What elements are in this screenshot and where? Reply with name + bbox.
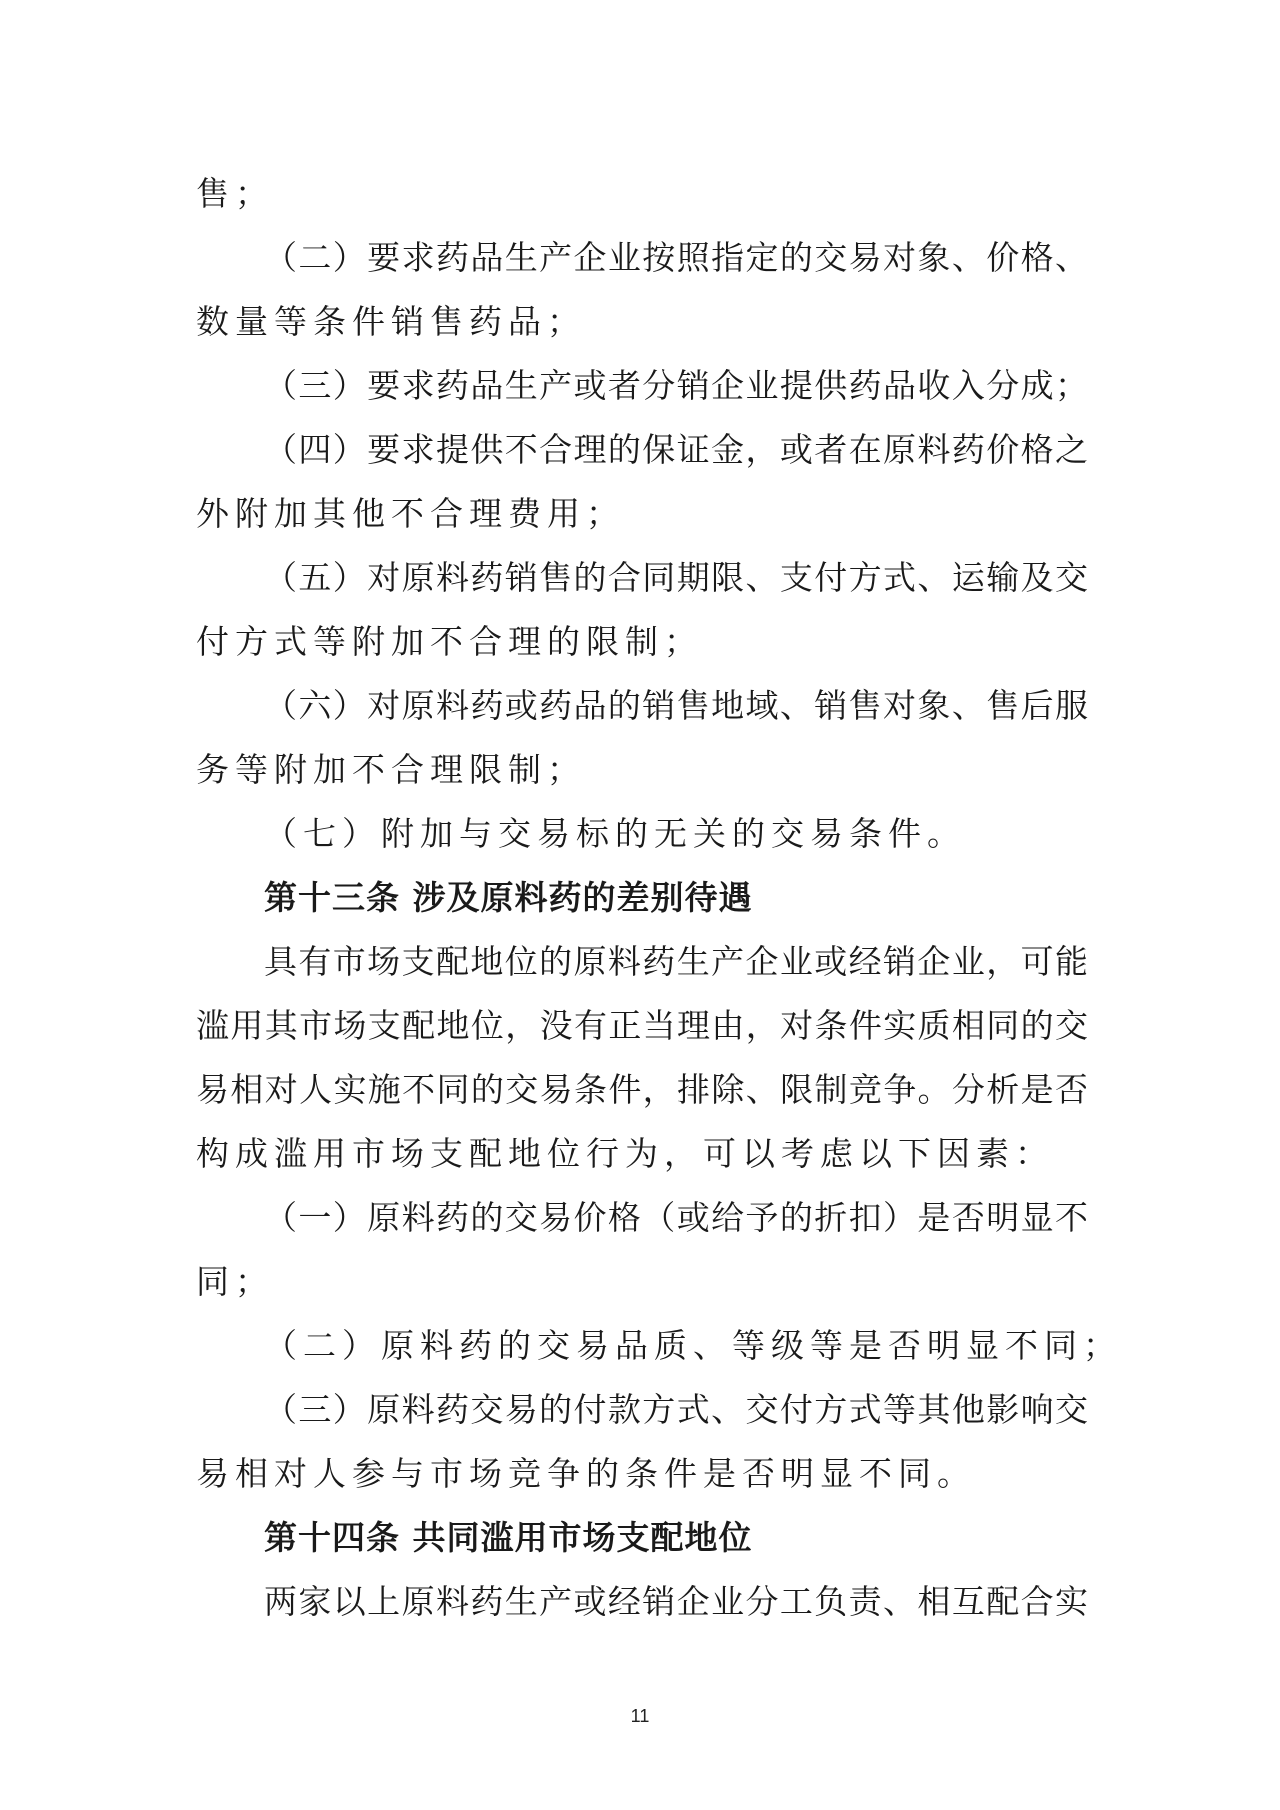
text-line-content: （ 三 ） 原 料 药 交 易 的 付 款 方 式 、 交 付 方 式 等 其 他 影 响 交: [264, 1390, 1088, 1429]
text-line: [0, 226, 1280, 290]
text-line-content: 务等附加不合理限制；: [196, 750, 586, 789]
text-line: [0, 1570, 1280, 1634]
text-line-content: 易相对人参与市场竞争的条件是否明显不同。: [196, 1454, 976, 1493]
text-line: [0, 1314, 1280, 1378]
text-line: [0, 290, 1280, 354]
text-line-content: （ 一 ） 原 料 药 的 交 易 价 格 （ 或 给 予 的 折 扣 ） 是 否 明 显 不: [264, 1198, 1088, 1237]
text-line: [0, 162, 1280, 226]
text-line: [0, 1378, 1280, 1442]
article-heading: [0, 866, 1280, 930]
text-line: [0, 738, 1280, 802]
text-line-content: （二）原料药的交易品质、等级等是否明显不同；: [264, 1326, 1122, 1365]
text-line: [0, 674, 1280, 738]
article-heading-text: 第十四条 共同滥用市场支配地位: [264, 1518, 753, 1557]
text-line: [0, 930, 1280, 994]
text-line-content: （ 二 ） 要 求 药 品 生 产 企 业 按 照 指 定 的 交 易 对 象 、 价 格 、: [264, 238, 1088, 277]
text-line-content: 数量等条件销售药品；: [196, 302, 586, 341]
text-line: [0, 1058, 1280, 1122]
text-line-content: （ 三 ） 要 求 药 品 生 产 或 者 分 销 企 业 提 供 药 品 收 入 分 成 ；: [264, 366, 1088, 405]
text-line-content: 滥 用 其 市 场 支 配 地 位 ， 没 有 正 当 理 由 ， 对 条 件 实 质 相 同 的 交: [196, 1006, 1088, 1045]
text-line: [0, 482, 1280, 546]
text-line: [0, 1442, 1280, 1506]
text-line: [0, 354, 1280, 418]
text-line: [0, 610, 1280, 674]
text-line: [0, 1186, 1280, 1250]
text-line-content: 两 家 以 上 原 料 药 生 产 或 经 销 企 业 分 工 负 责 、 相 互 配 合 实: [264, 1582, 1088, 1621]
text-line: [0, 418, 1280, 482]
text-line-content: 同；: [196, 1262, 274, 1301]
text-line-content: （七）附加与交易标的无关的交易条件。: [264, 814, 966, 853]
text-line-content: （ 五 ） 对 原 料 药 销 售 的 合 同 期 限 、 支 付 方 式 、 运 输 及 交: [264, 558, 1088, 597]
text-line-content: 售；: [196, 174, 274, 213]
text-line-content: 付方式等附加不合理的限制；: [196, 622, 703, 661]
text-line: [0, 546, 1280, 610]
text-line-content: 外附加其他不合理费用；: [196, 494, 625, 533]
text-line-content: 构成滥用市场支配地位行为，可以考虑以下因素：: [196, 1134, 1054, 1173]
text-line: [0, 994, 1280, 1058]
text-line-content: （ 六 ） 对 原 料 药 或 药 品 的 销 售 地 域 、 销 售 对 象 、 售 后 服: [264, 686, 1088, 725]
text-line: [0, 802, 1280, 866]
text-line: [0, 1122, 1280, 1186]
text-line-content: 易 相 对 人 实 施 不 同 的 交 易 条 件 ， 排 除 、 限 制 竞 争 。 分 析 是 否: [196, 1070, 1088, 1109]
article-heading: [0, 1506, 1280, 1570]
page-number: 11: [630, 1706, 650, 1726]
text-line-content: 具 有 市 场 支 配 地 位 的 原 料 药 生 产 企 业 或 经 销 企 业 ， 可 能: [264, 942, 1088, 981]
article-heading-text: 第十三条 涉及原料药的差别待遇: [264, 878, 753, 917]
text-line-content: （ 四 ） 要 求 提 供 不 合 理 的 保 证 金 ， 或 者 在 原 料 药 价 格 之: [264, 430, 1088, 469]
text-line: [0, 1250, 1280, 1314]
